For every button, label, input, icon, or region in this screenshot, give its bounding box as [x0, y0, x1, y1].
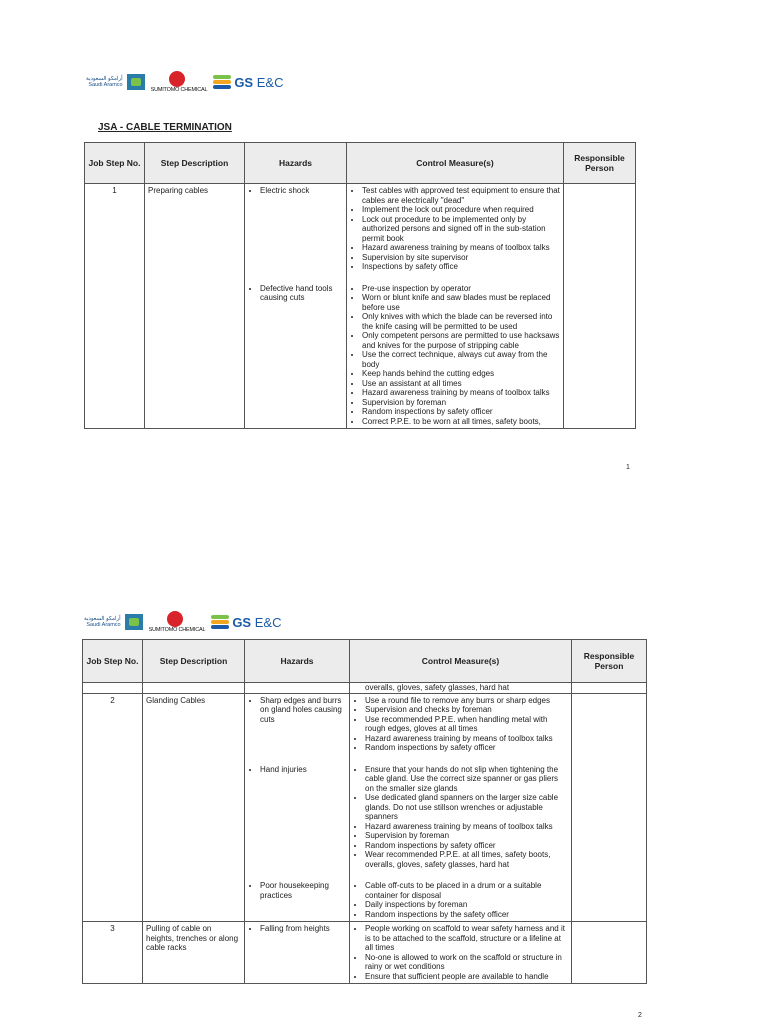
sumitomo-logo: SUMITOMO CHEMICAL	[151, 71, 208, 93]
page-number: 1	[626, 464, 630, 471]
gs-logo: GS E&C	[211, 615, 281, 630]
jsa-table-page-1	[84, 142, 636, 429]
gs-swoosh-icon	[211, 615, 229, 629]
col-header-job-step: Job Step No.	[85, 143, 145, 184]
col-header-control-measures: Control Measure(s)	[347, 143, 564, 184]
gs-swoosh-icon	[213, 75, 231, 89]
col-header-hazards: Hazards	[245, 640, 350, 683]
table-row-continuation: overalls, gloves, safety glasses, hard hat	[83, 683, 647, 694]
aramco-mark-icon	[125, 614, 143, 630]
col-header-job-step: Job Step No.	[83, 640, 143, 683]
header-logos	[86, 70, 283, 94]
col-header-responsible-person: Responsible Person	[572, 640, 647, 683]
page-number: 2	[638, 1012, 642, 1019]
col-header-hazards: Hazards	[245, 143, 347, 184]
table-row: 2 Glanding Cables • Sharp edges and burrs on gland holes causing cuts • Use a round file to remove any burrs or sharp edges • Supervision and checks by foreman • Use recommended P.P.E. when handling metal with rough edges, gloves at all times • Hazard awareness training by means of toolbox talks • Random inspections by safety officer	[83, 693, 647, 763]
gs-logo: GS E&C	[213, 75, 283, 90]
col-header-responsible-person: Responsible Person	[564, 143, 636, 184]
sumitomo-mark-icon	[169, 71, 185, 87]
sumitomo-logo: SUMITOMO CHEMICAL	[149, 611, 206, 633]
document-title: JSA - CABLE TERMINATION	[98, 122, 232, 133]
aramco-logo: أرامكو السعودية Saudi Aramco	[86, 74, 145, 90]
table-row: 3 Pulling of cable on heights, trenches or along cable racks • Falling from heights • People working on scaffold to wear safety harness and it is to be attached to the scaffold, structure or a lifeline at all times • No-one is allowed to work on the scaffold or structure in rainy or wet conditions • Ensure that sufficient people are available to handle	[83, 922, 647, 984]
aramco-mark-icon	[127, 74, 145, 90]
table-row: • Defective hand tools causing cuts • Pre-use inspection by operator • Worn or blunt knife and saw blades must be replaced before use • Only knives with which the blade can be reversed into the knife casing will be permitted to be used • Only competent persons are permitted to use hacksaws and knives for the purpose of stripping cable • Use the correct technique, always cut away from the body • Keep hands behind the cutting edges • Use an assistant at all times • Hazard awareness training by means of toolbox talks • Supervision by foreman • Random inspections by safety officer • Correct P.P.E. to be worn at all times, safety boots,	[85, 282, 636, 429]
table-row: • Poor housekeeping practices • Cable off-cuts to be placed in a drum or a suitable container for disposal • Daily inspections by foreman • Random inspections by the safety officer	[83, 879, 647, 922]
page-2	[0, 512, 768, 1024]
table-row: • Hand injuries • Ensure that your hands do not slip when tightening the cable gland. Use the correct size spanner or gas pliers on the smaller size glands • Use dedicated gland spanners on the larger size cable glands. Do not use stillson wrenches or adjustable spanners • Hazard awareness training by means of toolbox talks • Supervision by foreman • Random inspections by safety officer • Wear recommended P.P.E. at all times, safety boots, overalls, gloves, safety glasses, hard hat	[83, 763, 647, 880]
table-row: 1 Preparing cables • Electric shock • Test cables with approved test equipment to ensure that cables are electrically "dead" • Implement the lock out procedure when required • Lock out procedure to be implemented only by authorized persons and signed off in the sub-station permit book • Hazard awareness training by means of toolbox talks • Supervision by site supervisor • Inspections by safety office	[85, 184, 636, 282]
sumitomo-mark-icon	[167, 611, 183, 627]
aramco-logo: أرامكو السعودية Saudi Aramco	[84, 614, 143, 630]
col-header-step-description: Step Description	[145, 143, 245, 184]
col-header-step-description: Step Description	[143, 640, 245, 683]
col-header-control-measures: Control Measure(s)	[350, 640, 572, 683]
jsa-table-page-2	[82, 639, 647, 984]
header-logos	[84, 610, 281, 634]
